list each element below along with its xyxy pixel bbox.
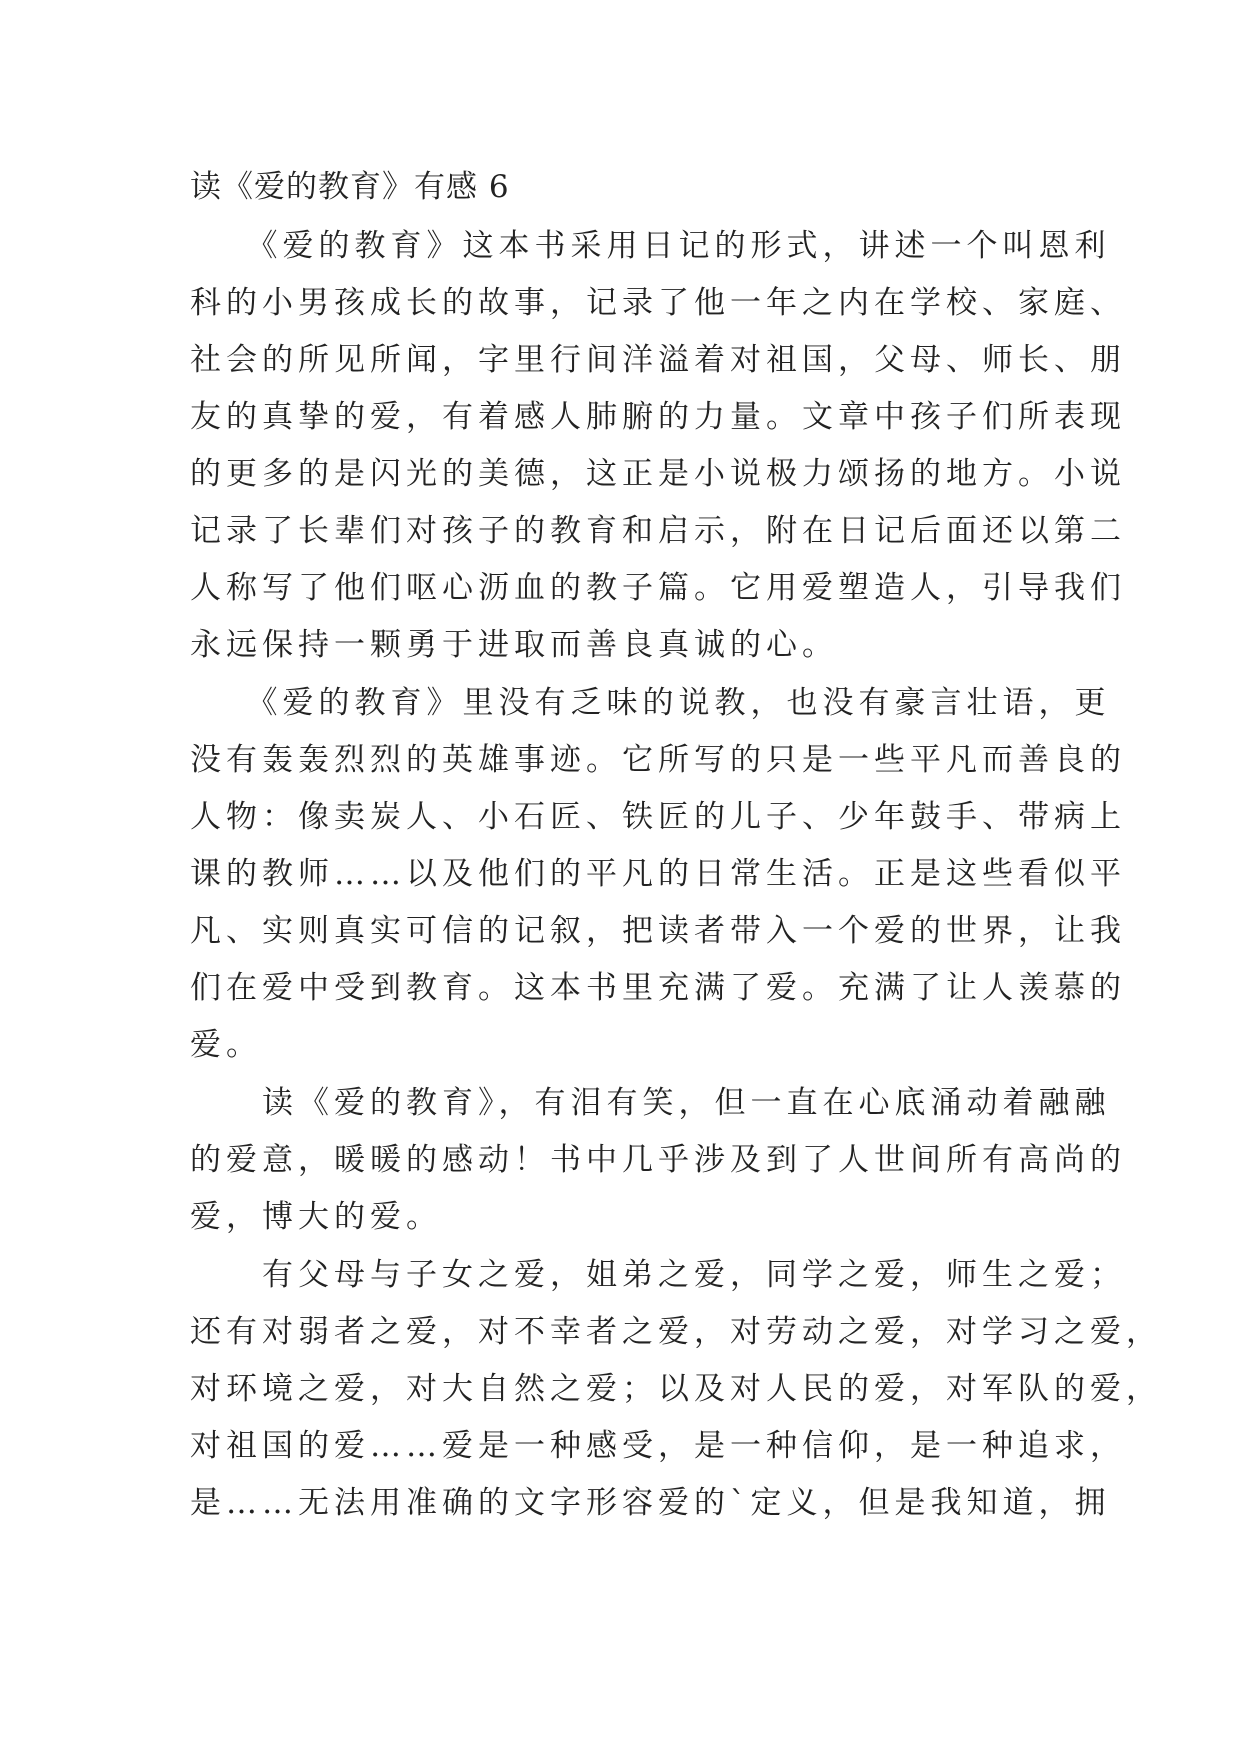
paragraph-3-line-1: 读《爱的教育》，有泪有笑，但一直在心底涌动着融融 — [190, 1085, 1111, 1121]
paragraph-2-line-1: 《爱的教育》里没有乏味的说教，也没有豪言壮语，更 — [190, 685, 1111, 721]
paragraph-4-line-4: 对祖国的爱……爱是一种感受，是一种信仰，是一种追求， — [190, 1428, 1126, 1464]
paragraph-4-line-3: 对环境之爱，对大自然之爱；以及对人民的爱，对军队的爱， — [190, 1371, 1162, 1407]
paragraph-1-line-7: 人称写了他们呕心沥血的教子篇。它用爱塑造人，引导我们 — [190, 570, 1126, 606]
paragraph-1-line-5: 的更多的是闪光的美德，这正是小说极力颂扬的地方。小说 — [190, 456, 1126, 492]
paragraph-4-line-1: 有父母与子女之爱，姐弟之爱，同学之爱，师生之爱； — [190, 1257, 1126, 1293]
paragraph-1-line-4: 友的真挚的爱，有着感人肺腑的力量。文章中孩子们所表现 — [190, 399, 1126, 435]
paragraph-2-line-7: 爱。 — [190, 1027, 262, 1063]
paragraph-2-line-4: 课的教师……以及他们的平凡的日常生活。正是这些看似平 — [190, 856, 1126, 892]
paragraph-3-line-3: 爱，博大的爱。 — [190, 1199, 442, 1235]
paragraph-1-line-8: 永远保持一颗勇于进取而善良真诚的心。 — [190, 627, 838, 663]
paragraph-1-line-3: 社会的所见所闻，字里行间洋溢着对祖国，父母、师长、朋 — [190, 342, 1126, 378]
paragraph-2-line-2: 没有轰轰烈烈的英雄事迹。它所写的只是一些平凡而善良的 — [190, 742, 1126, 778]
paragraph-4-line-5: 是……无法用准确的文字形容爱的`定义，但是我知道，拥 — [190, 1485, 1111, 1521]
paragraph-2-line-6: 们在爱中受到教育。这本书里充满了爱。充满了让人羡慕的 — [190, 970, 1126, 1006]
paragraph-2-line-3: 人物：像卖炭人、小石匠、铁匠的儿子、少年鼓手、带病上 — [190, 799, 1126, 835]
document-title: 读《爱的教育》有感 6 — [190, 169, 510, 205]
paragraph-4-line-2: 还有对弱者之爱，对不幸者之爱，对劳动之爱，对学习之爱， — [190, 1314, 1162, 1350]
paragraph-1-line-1: 《爱的教育》这本书采用日记的形式，讲述一个叫恩利 — [190, 228, 1111, 264]
paragraph-1-line-6: 记录了长辈们对孩子的教育和启示，附在日记后面还以第二 — [190, 513, 1126, 549]
paragraph-2-line-5: 凡、实则真实可信的记叙，把读者带入一个爱的世界，让我 — [190, 913, 1126, 949]
paragraph-3-line-2: 的爱意，暖暖的感动！书中几乎涉及到了人世间所有高尚的 — [190, 1142, 1126, 1178]
paragraph-1-line-2: 科的小男孩成长的故事，记录了他一年之内在学校、家庭、 — [190, 285, 1126, 321]
